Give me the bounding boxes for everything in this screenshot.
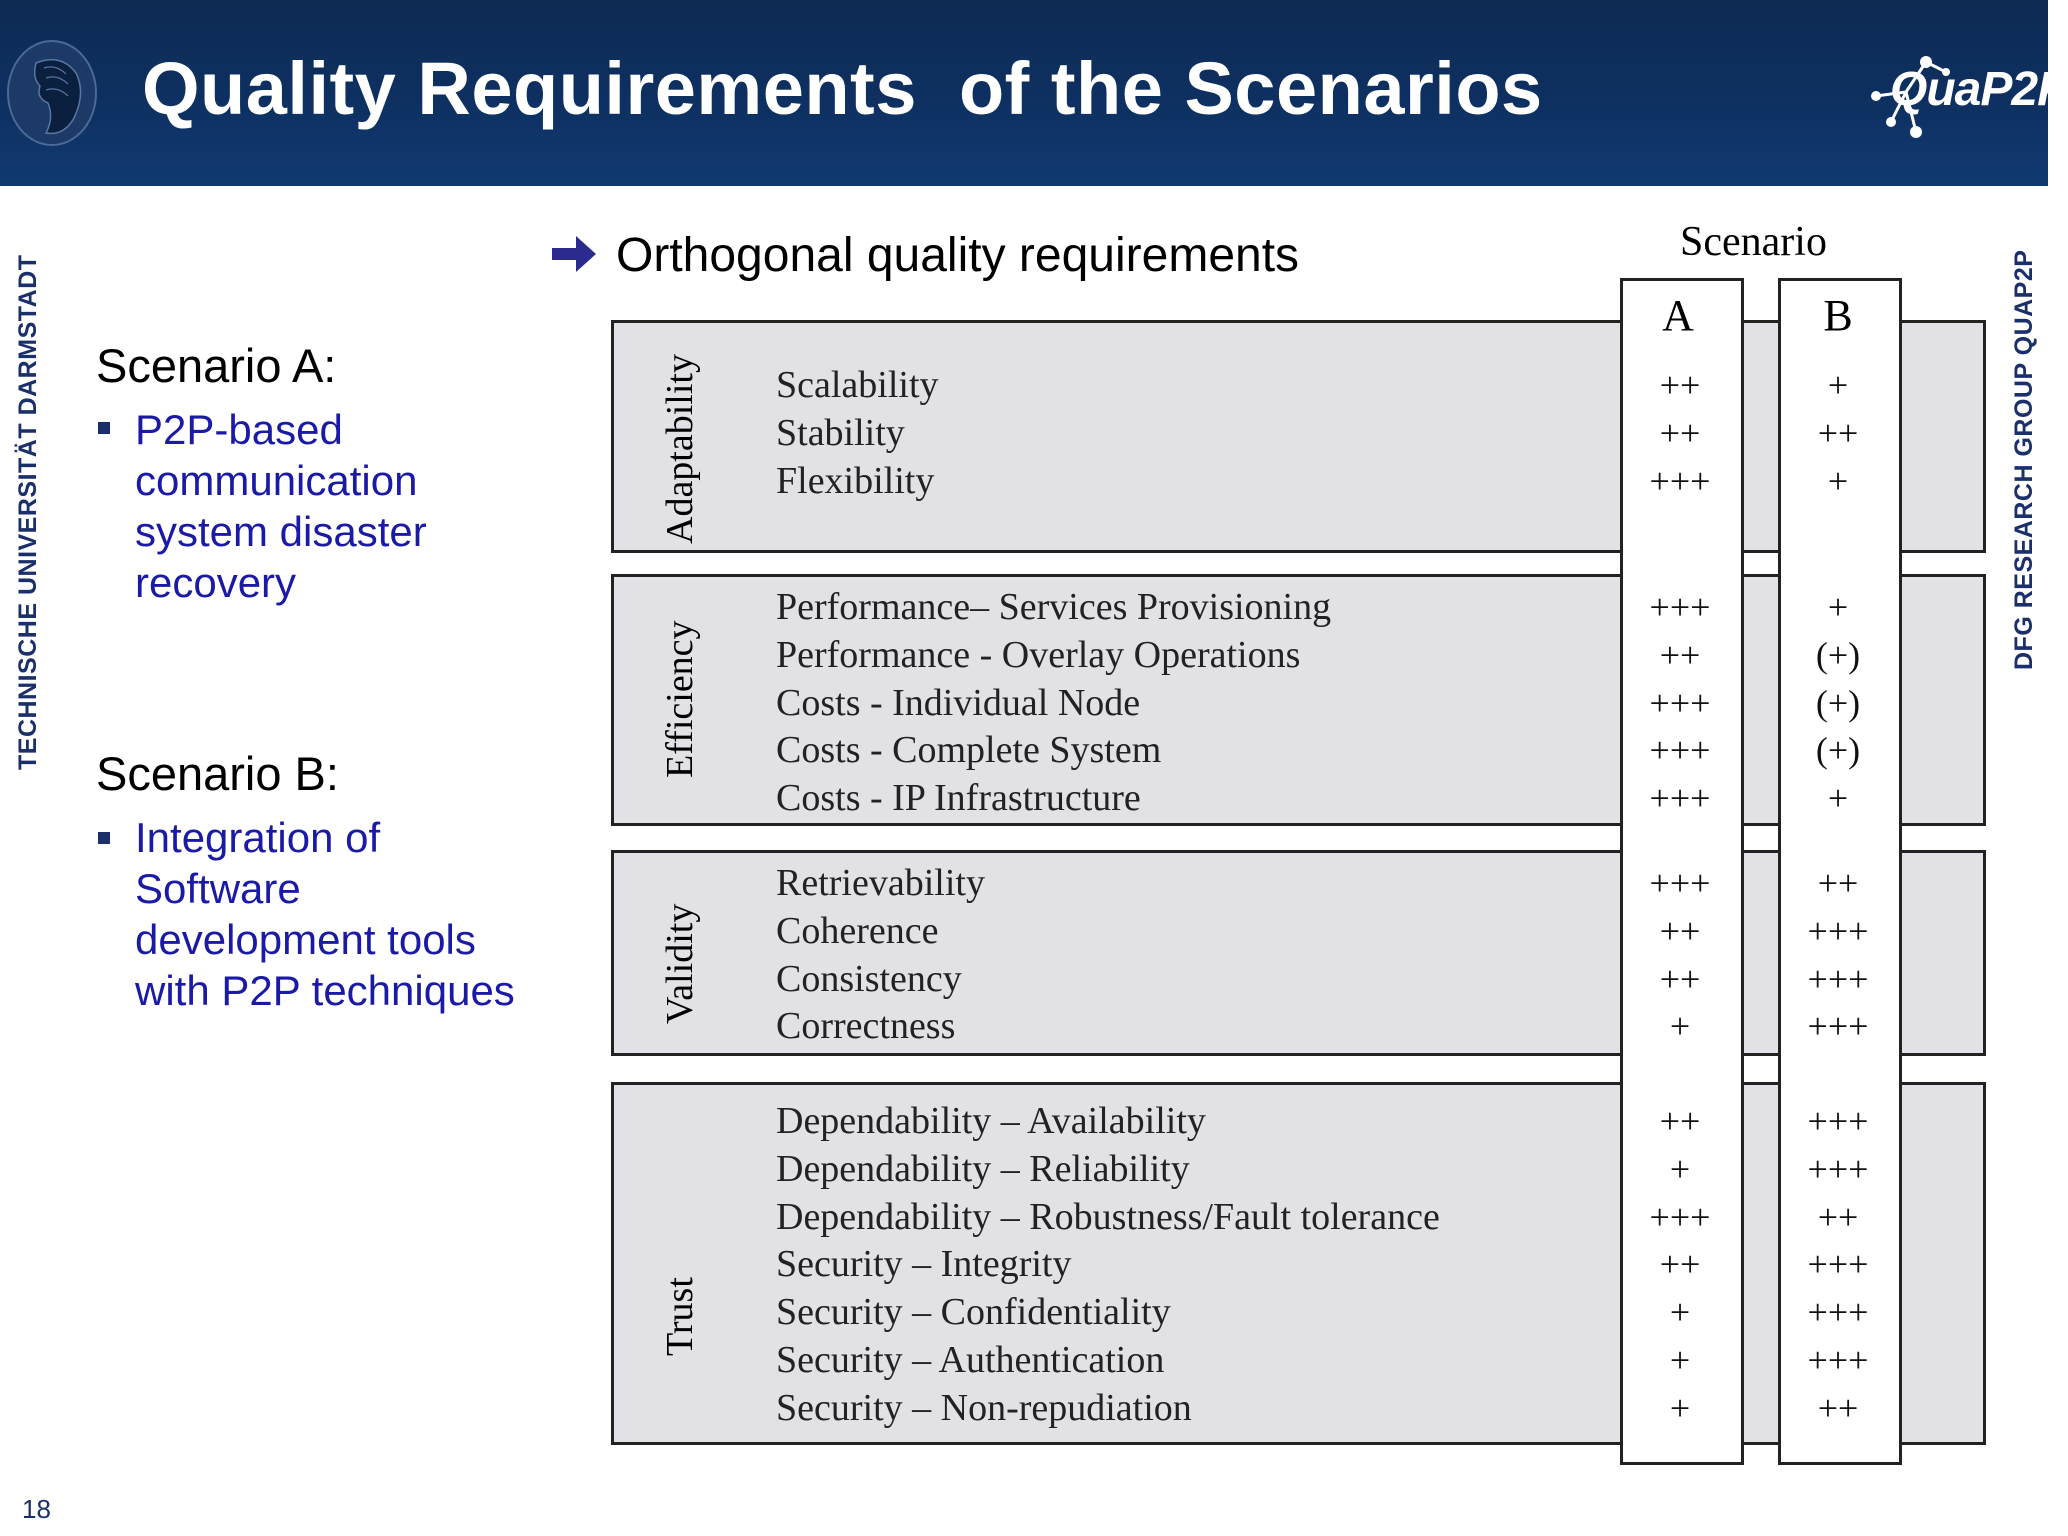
rating: ++ [1659,412,1701,453]
rating: + [1827,365,1849,405]
requirement-list-trust [776,1098,1440,1433]
requirement-name: Costs - Individual Node [776,681,1141,724]
university-name: TECHNISCHE UNIVERSITÄT DARMSTADT [14,254,42,770]
scenario-a-heading: Scenario A: [96,339,337,392]
rating: +++ [1807,910,1869,951]
page-number: 18 [22,1494,51,1524]
rating: + [1827,778,1849,819]
scenario-a-description: P2P-based communication system disaster recovery [135,406,427,606]
rating: (+) [1815,730,1861,771]
rating: + [1669,1148,1691,1189]
requirement-name: Retrievability [776,862,985,904]
requirement-name: Stability [776,411,905,454]
rating: ++ [1817,412,1859,453]
rating: ++ [1659,1101,1701,1141]
bullet-icon [98,832,110,844]
rating: +++ [1807,1339,1869,1380]
scenario-b-description: Integration of Software development tools with P2P techniques [135,814,515,1014]
requirement-list-adaptability [776,362,939,505]
research-group-name: DFG RESEARCH GROUP QUAP2P [2010,249,2038,670]
rating-column-a-validity [1618,860,1742,1051]
table-intro: Orthogonal quality requirements [616,229,1300,282]
rating-column-a-trust [1618,1098,1742,1433]
university-seal-icon [6,38,98,148]
rating-column-b-trust [1776,1098,1900,1433]
rating: ++ [1659,958,1701,999]
rating: + [1669,1339,1691,1380]
quap2p-logo: QuaP2P [1890,63,2068,116]
arrow-right-icon [548,228,600,280]
rating: +++ [1807,1101,1869,1141]
rating: ++ [1817,1196,1859,1237]
requirement-name: Dependability – Robustness/Fault tolerance [776,1195,1440,1238]
rating-column-b-adaptability [1776,362,1900,505]
rating: + [1669,1387,1691,1428]
requirement-name: Security – Non-repudiation [776,1386,1192,1429]
rating: ++ [1817,863,1859,903]
rating: +++ [1649,730,1711,771]
rating: +++ [1649,778,1711,819]
scenario-b-header: B [1823,291,1853,340]
requirement-name: Coherence [776,909,939,952]
rating-column-a-adaptability [1618,362,1742,505]
rating: ++ [1817,1387,1859,1428]
rating: (+) [1815,634,1861,675]
requirement-name: Dependability – Availability [776,1100,1206,1142]
rating: +++ [1649,1196,1711,1237]
rating: + [1827,587,1849,627]
category-label: Adaptability [659,354,701,544]
requirement-name: Costs - IP Infrastructure [776,777,1141,820]
requirement-name: Security – Confidentiality [776,1291,1171,1334]
requirement-name: Performance– Services Provisioning [776,586,1332,628]
rating: ++ [1659,365,1701,405]
header-bar [0,0,2068,186]
rating: + [1669,1292,1691,1333]
rating: + [1669,1006,1691,1047]
page-title: Quality Requirements of the Scenarios [142,47,1543,130]
requirement-name: Consistency [776,957,962,1000]
requirement-name: Security – Authentication [776,1338,1165,1381]
rating: + [1827,460,1849,501]
rating: +++ [1807,1244,1869,1285]
rating: +++ [1649,587,1711,627]
requirement-name: Performance - Overlay Operations [776,633,1301,676]
rating: ++ [1659,634,1701,675]
requirement-name: Flexibility [776,459,935,502]
category-label: Trust [659,1277,701,1356]
category-label: Efficiency [659,620,701,778]
scenario-b-heading: Scenario B: [96,747,339,800]
requirement-name: Costs - Complete System [776,729,1162,772]
scenario-a-header: A [1662,291,1694,340]
rating-column-b-validity [1776,860,1900,1051]
requirement-name: Scalability [776,364,939,406]
rating: +++ [1807,1148,1869,1189]
scenario-label: Scenario [1680,219,1827,265]
category-label: Validity [659,903,701,1024]
rating: +++ [1807,1006,1869,1047]
rating-column-a-efficiency [1618,584,1742,823]
requirement-list-efficiency [776,584,1331,823]
rating: +++ [1649,863,1711,903]
rating: +++ [1807,958,1869,999]
bullet-icon [98,422,110,434]
rating: ++ [1659,910,1701,951]
rating: +++ [1649,682,1711,723]
rating: ++ [1659,1244,1701,1285]
requirement-name: Dependability – Reliability [776,1147,1190,1190]
rating: +++ [1649,460,1711,501]
rating: +++ [1807,1292,1869,1333]
rating-column-b-efficiency [1776,584,1900,823]
requirement-list-validity [776,860,985,1051]
requirement-name: Correctness [776,1005,956,1048]
rating: (+) [1815,682,1861,723]
requirement-name: Security – Integrity [776,1243,1072,1286]
